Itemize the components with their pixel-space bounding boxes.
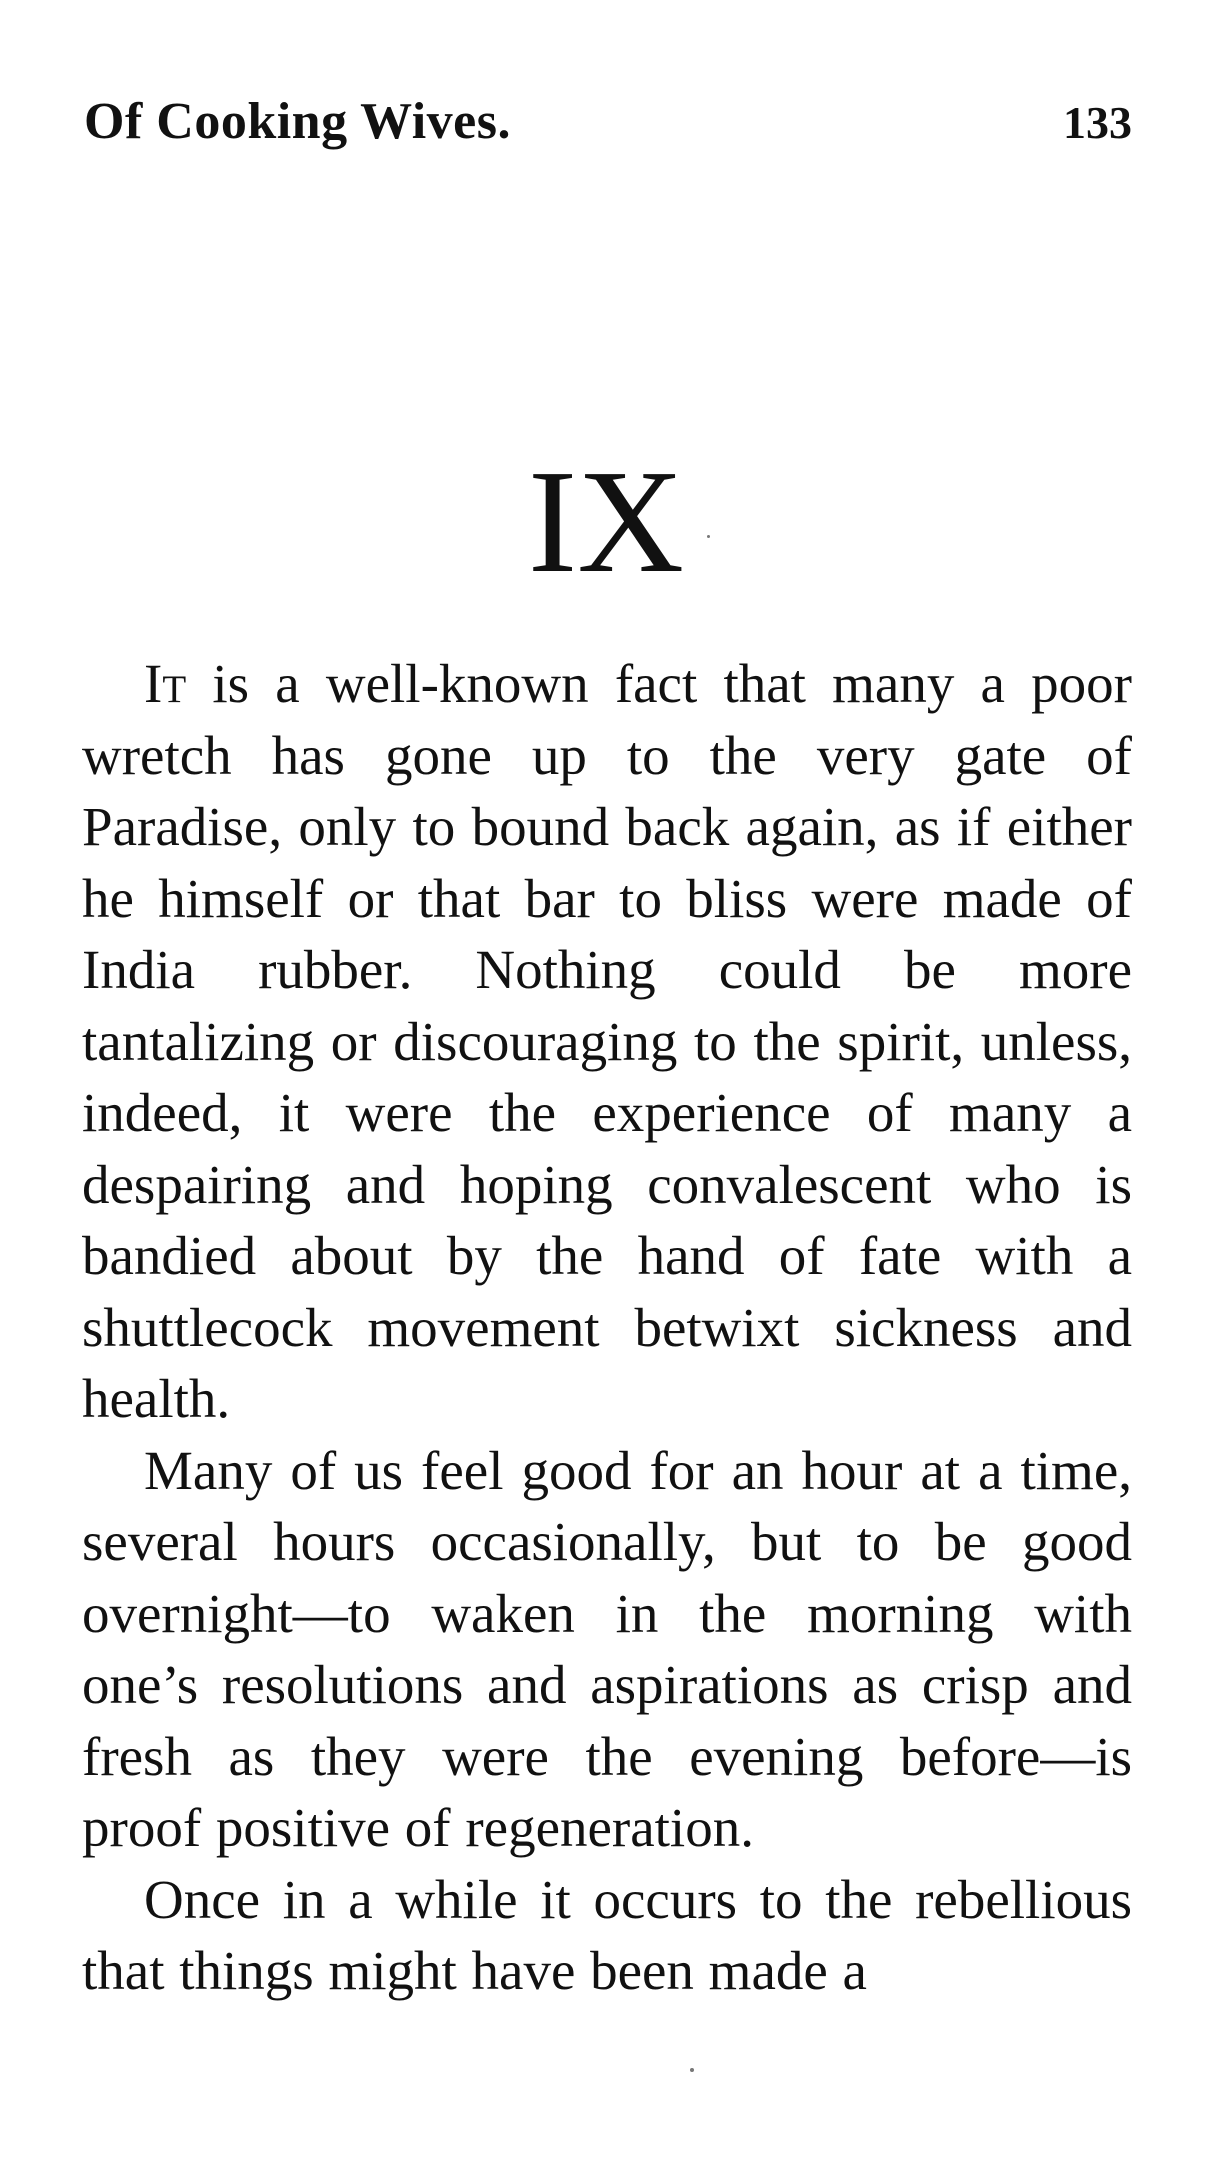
paragraph-3 bbox=[82, 1864, 1132, 2007]
page-number: 133 bbox=[1063, 97, 1132, 148]
running-head bbox=[84, 92, 1132, 162]
paragraph-text: is a well-known fact that many a poor wretch has gone up to the very gate of Paradise, only to bound back again, as if either he himself or that bar to bliss were made of India rubber. Nothing could be more tantalizing or discouraging to the spirit, unless, indeed, it were the experience of many a despairing and hoping convalescent who is bandied about by the hand of fate with a shuttlecock movement betwixt sickness and health. bbox=[82, 653, 1132, 1429]
paragraph-text: Many of us feel good for an hour at a time, several hours occasionally, but to be good overnight—to waken in the morning with one’s resolutions and aspirations as crisp and fresh as they were the evening before—is proof positive of regeneration. bbox=[82, 1439, 1132, 1858]
running-title: Of Cooking Wives. bbox=[84, 93, 511, 150]
paragraph-2 bbox=[82, 1435, 1132, 1864]
paragraph-text: Once in a while it occurs to the rebellious that things might have been made a bbox=[82, 1868, 1132, 2001]
ink-speck bbox=[690, 2068, 694, 2072]
paragraph-1 bbox=[82, 648, 1132, 1435]
body-text bbox=[82, 648, 1132, 2007]
paragraph-lead-word: It bbox=[144, 653, 187, 714]
ink-speck bbox=[707, 535, 710, 538]
chapter-number: IX bbox=[527, 440, 685, 604]
